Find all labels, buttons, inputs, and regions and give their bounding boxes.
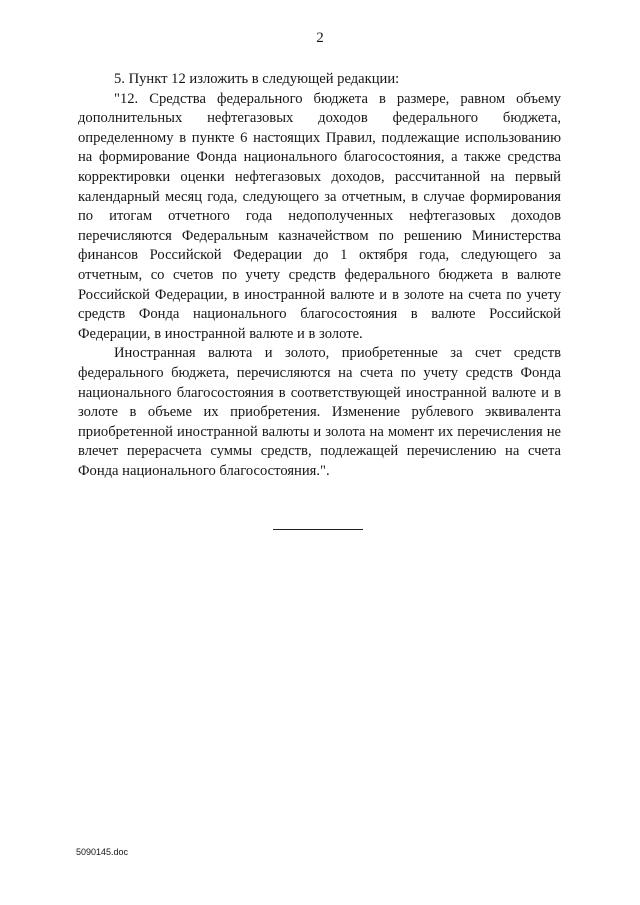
paragraph-foreign-currency: Иностранная валюта и золото, приобретенные за счет средств федерального бюджета, перечисляются на счета по учету средств Фонда национального благосостояния в соответствующей иностранной валюте и в золоте в объеме их приобретения. Изменение рублевого эквивалента приобретенной иностранной валюты и золота на момент их перечисления не влечет перерасчета суммы средств, подлежащей перечислению на счета Фонда национального благосостояния.". [78, 345, 561, 479]
page-number: 2 [316, 30, 324, 46]
paragraph-item-5: 5. Пункт 12 изложить в следующей редакции: [114, 71, 400, 87]
document-body [78, 70, 561, 481]
separator-line [273, 529, 363, 530]
paragraph-item-12: "12. Средства федерального бюджета в размере, равном объему дополнительных нефтегазовых доходов федерального бюджета, определенному в пункте 6 настоящих Правил, подлежащие использованию на формирование Фонда национального благосостояния, а также средства корректировки оценки нефтегазовых доходов, рассчитанной на первый календарный месяц года, следующего за отчетным, в случае формирования по итогам отчетного года недополученных нефтегазовых доходов перечисляются Федеральным казначейством по решению Министерства финансов Российской Федерации до 1 октября года, следующего за отчетным, со счетов по учету средств федерального бюджета в валюте Российской Федерации, в иностранной валюте и в золоте на счета по учету средств Фонда национального благосостояния в валюте Российской Федерации, в иностранной валюте и в золоте. [78, 90, 561, 342]
document-file-code: 5090145.doc [76, 847, 129, 857]
